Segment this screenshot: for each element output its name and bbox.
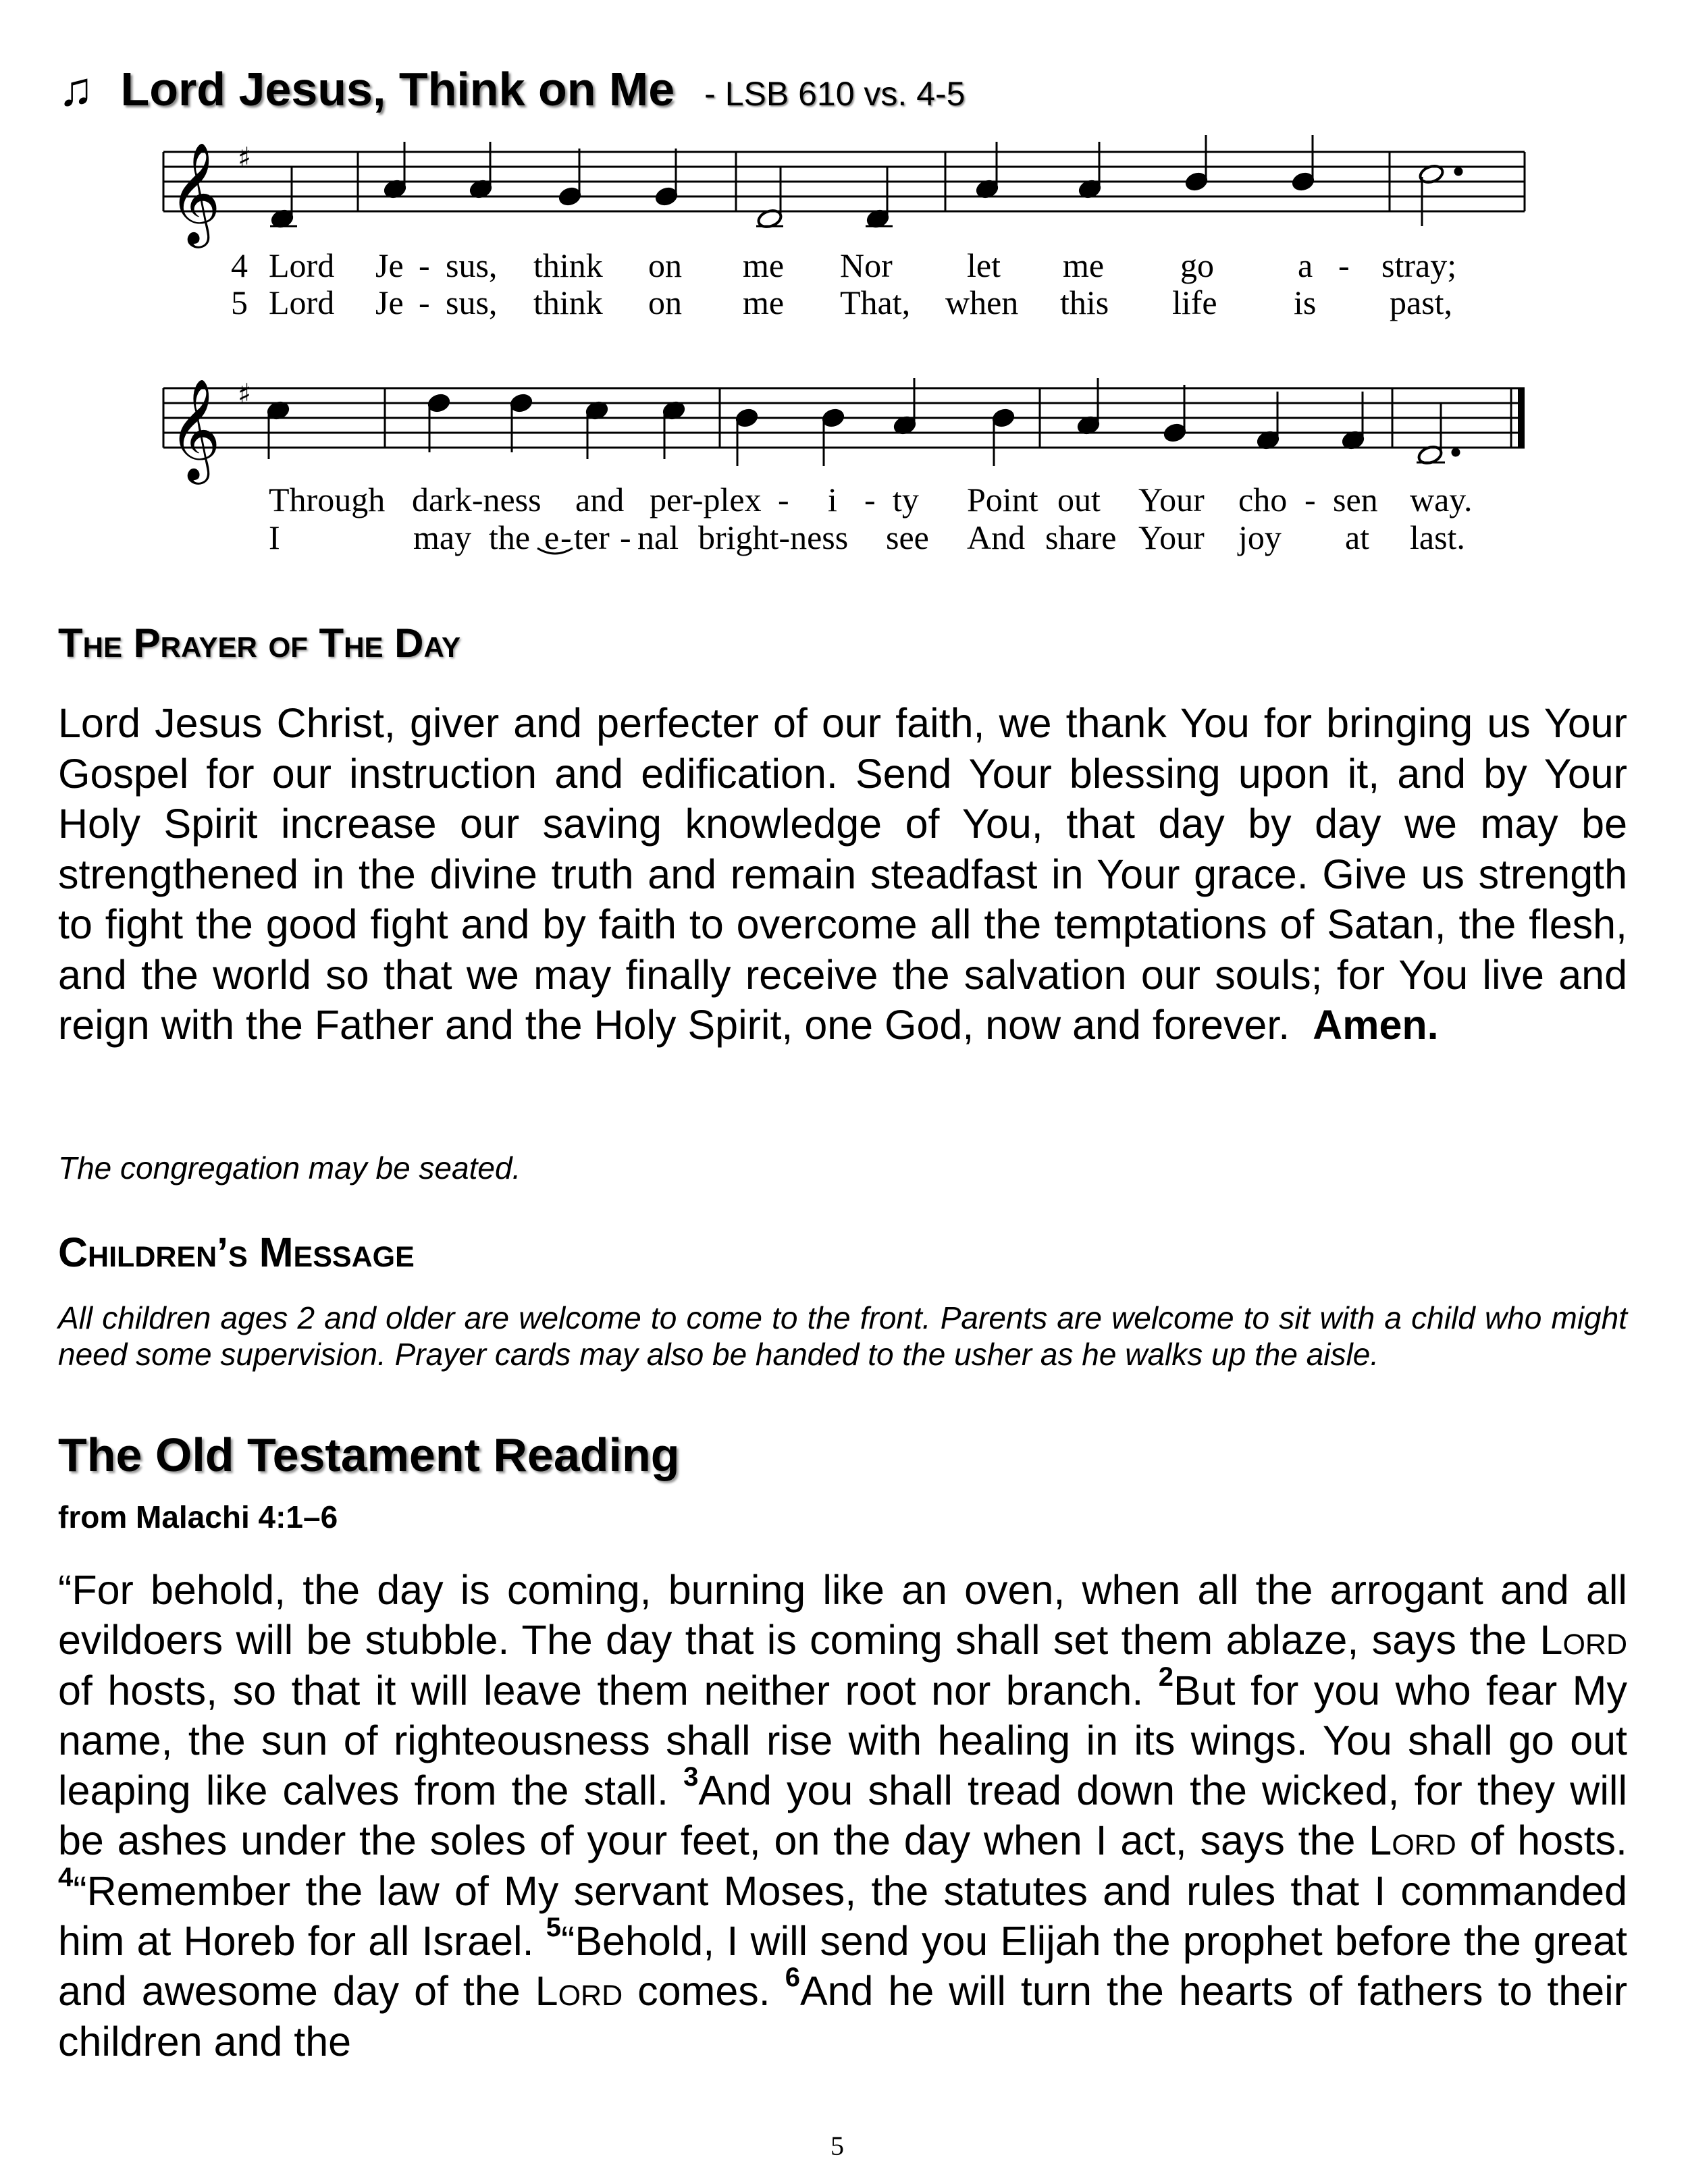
lyric: - (1304, 481, 1316, 518)
verse-text: And you shall tread down the wicked, for they will be ashes under the soles of your feet, on the day when I act, says the (58, 1767, 1627, 1864)
verse-text: But for you who fear My name, the sun of righteousness shall rise with healing in its wings. You shall go out leaping like calves from the stall. (58, 1667, 1627, 1814)
lyric: out (1057, 481, 1101, 518)
reading-body (58, 1565, 1627, 2067)
verse-text: “Behold, I will send you Elijah the prophet before the great and awesome day of the (58, 1918, 1628, 2015)
music-note-icon: ♫ (58, 63, 94, 115)
lyric: cho (1238, 481, 1288, 518)
music-staff-1 (0, 115, 1688, 263)
verse-text: And he will turn the hearts of fathers to their children and the (58, 1968, 1628, 2065)
lyric: on (648, 284, 682, 321)
page-number: 5 (830, 2131, 844, 2161)
verse-text: “For behold, the day is coming, burning like an oven, when all the arrogant and all evildoers will be stubble. The day that is coming shall set them ablaze, says the (58, 1567, 1627, 1663)
verse-text: “Remember the law of My servant Moses, the statutes and rules that I commanded him at Horeb for all Israel. (58, 1867, 1627, 1965)
verse-text: of hosts. (1456, 1817, 1627, 1864)
staff-2-notes (266, 378, 1459, 466)
treble-clef-icon: 𝄞 (169, 377, 221, 480)
lyric: Nor (840, 246, 893, 284)
lyric: me (1063, 246, 1105, 284)
lyric: is (1294, 284, 1317, 321)
lyric: Point (967, 481, 1038, 518)
lord-smallcaps: Lord (1369, 1817, 1456, 1864)
children-heading: Children’s Message (58, 1229, 415, 1275)
prayer-text: Lord Jesus Christ, giver and perfecter of our faith, we thank You for bringing us Your Gospel for our instruction and edification. Send Your blessing upon it, and by Your Holy Spirit increase our saving knowledge of You, that day by day we may be strengthened in the divine truth and remain steadfast in Your grace. Give us strength to fight the good fight and by faith to overcome all the temptations of Satan, the flesh, and the world so that we may finally receive the salvation our souls; for You live and reign with the Father and the Holy Spirit, one God, now and forever. (58, 700, 1627, 1048)
prayer-heading: The Prayer of The Day (58, 620, 460, 666)
verse-number: 3 (683, 1762, 699, 1792)
music-staff-2 (0, 351, 1688, 486)
prayer-body (58, 698, 1627, 1050)
lord-smallcaps: Lord (535, 1968, 623, 2015)
lyric: share (1045, 518, 1117, 556)
lyric: - (560, 518, 572, 556)
lyric: Je (375, 284, 404, 321)
lyric: when (945, 284, 1019, 321)
lyric: That, (840, 284, 911, 321)
verse-number: 4 (58, 1862, 74, 1892)
lyric: I (269, 518, 280, 556)
lyric: sus, (446, 284, 498, 321)
lord-smallcaps: Lord (1539, 1617, 1627, 1663)
lyric: Lord (269, 246, 335, 284)
lyric: Through (269, 481, 386, 518)
hymn-title-row (58, 62, 965, 123)
lyric: me (743, 246, 785, 284)
lyric: And (967, 518, 1026, 556)
reading-reference: from Malachi 4:1–6 (58, 1499, 338, 1535)
treble-clef-icon: 𝄞 (169, 141, 221, 244)
lyric: let (967, 246, 1001, 284)
lyric: - (419, 246, 430, 284)
lyric: - (1338, 246, 1350, 284)
lyric: go (1180, 246, 1214, 284)
children-body: All children ages 2 and older are welcome to come to the front. Parents are welcome to sit with a child who might need some supervision. Prayer cards may also be handed to the usher as he walks up the aisle. (58, 1300, 1627, 1372)
lyric: this (1060, 284, 1109, 321)
reading-heading: The Old Testament Reading (58, 1429, 680, 1481)
verse-number: 6 (785, 1963, 800, 1993)
lyric: - (778, 481, 789, 518)
lyric: sus, (446, 246, 498, 284)
lyric: 4 (231, 246, 248, 284)
lyric: on (648, 246, 682, 284)
lyric: Your (1138, 518, 1205, 556)
lyric: joy (1238, 518, 1282, 556)
lyric: ty (893, 481, 919, 518)
lyric: think (533, 246, 603, 284)
lyric: way. (1410, 481, 1473, 518)
verse-number: 2 (1158, 1661, 1174, 1692)
lyric: e (544, 518, 560, 556)
lyric: 5 (231, 284, 248, 321)
hymn-reference: - LSB 610 vs. 4-5 (704, 75, 966, 113)
lyric: Your (1138, 481, 1205, 518)
sharp-icon: ♯ (238, 377, 252, 410)
lyric: and (575, 481, 625, 518)
lyric: at (1345, 518, 1370, 556)
lyric: Lord (269, 284, 335, 321)
verse-number: 5 (546, 1913, 561, 1943)
lyric: think (533, 284, 603, 321)
lyric: life (1172, 284, 1217, 321)
lyric: Je (375, 246, 404, 284)
elision-tie-icon (535, 545, 575, 559)
lyric: see (886, 518, 929, 556)
lyric: bright-ness (698, 518, 849, 556)
lyric: a (1298, 246, 1313, 284)
verse-text: of hosts, so that it will leave them neither root nor branch. (58, 1667, 1159, 1713)
lyric: nal (637, 518, 679, 556)
lyric: last. (1410, 518, 1465, 556)
lyric: ter (574, 518, 610, 556)
rubric-seated: The congregation may be seated. (58, 1150, 521, 1186)
lyric: past, (1390, 284, 1453, 321)
lyric: - (864, 481, 876, 518)
lyric: the (489, 518, 531, 556)
verse-text: comes. (623, 1968, 785, 2015)
lyric: sen (1333, 481, 1378, 518)
hymn-title: Lord Jesus, Think on Me (120, 63, 675, 115)
sharp-icon: ♯ (238, 141, 252, 174)
lyric: i (828, 481, 837, 518)
lyric: stray; (1381, 246, 1457, 284)
lyric: dark-ness (412, 481, 542, 518)
lyric: may (413, 518, 472, 556)
lyric: - (620, 518, 631, 556)
lyric: me (743, 284, 785, 321)
lyric: per-plex (650, 481, 762, 518)
lyric: - (419, 284, 430, 321)
prayer-amen: Amen. (1313, 1002, 1439, 1048)
